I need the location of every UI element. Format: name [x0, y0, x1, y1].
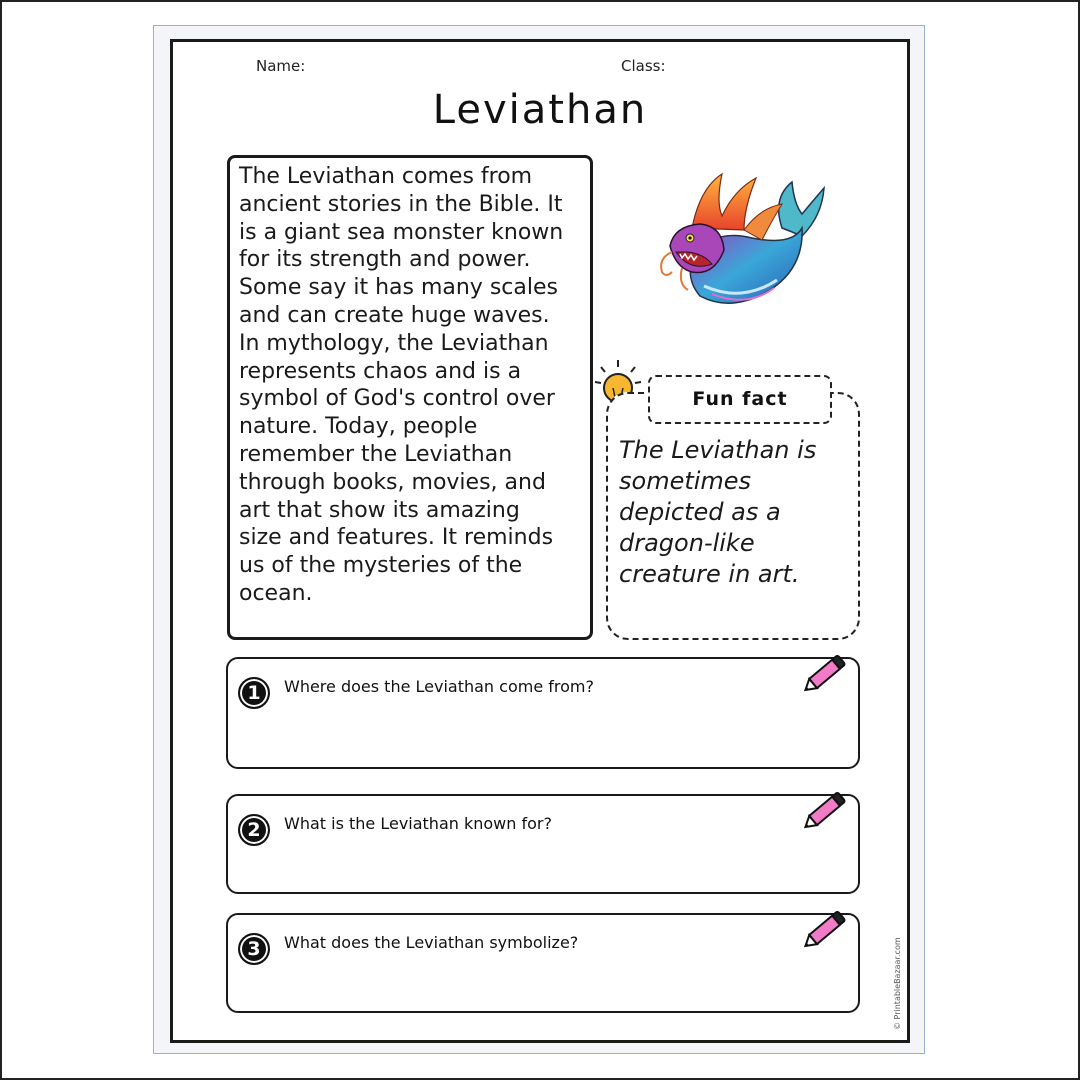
passage-line: size and features. It reminds [239, 525, 554, 551]
passage-line: represents chaos and is a [239, 358, 522, 384]
pencil-icon [800, 651, 852, 697]
passage-line: art that show its amazing [239, 497, 520, 523]
passage-line: The Leviathan comes from [239, 164, 533, 189]
page-title: Leviathan [432, 87, 648, 133]
pencil-icon [800, 788, 852, 834]
pencil-icon [800, 907, 852, 953]
question-3-text: What does the Leviathan symbolize? [284, 933, 579, 952]
passage-line: nature. Today, people [239, 414, 478, 440]
passage-line: through books, movies, and [239, 469, 546, 495]
passage-line: ancient stories in the Bible. It [239, 191, 563, 217]
passage-line: and can create huge waves. [239, 302, 550, 328]
passage-line: for its strength and power. [239, 247, 531, 273]
class-label: Class: [621, 57, 666, 75]
question-1-answer-box[interactable] [226, 657, 860, 769]
passage-line: In mythology, the Leviathan [239, 330, 549, 356]
passage-line: symbol of God's control over [239, 386, 555, 412]
passage-line: us of the mysteries of the [239, 553, 523, 579]
fun-fact-line: depicted as a [619, 498, 781, 526]
fun-fact-line: The Leviathan is [619, 436, 817, 464]
fun-fact-line: dragon-like [619, 529, 755, 557]
question-3-answer-box[interactable] [226, 913, 860, 1013]
fun-fact-line: sometimes [619, 467, 752, 495]
fun-fact-line: creature in art. [619, 560, 800, 588]
passage-line: remember the Leviathan [239, 441, 513, 467]
question-1-number-badge: 1 [238, 677, 270, 709]
passage-line: is a giant sea monster known [239, 219, 564, 245]
name-label: Name: [256, 57, 306, 75]
question-2-answer-box[interactable] [226, 794, 860, 894]
fun-fact-text [619, 435, 851, 590]
question-3-number-badge: 3 [238, 933, 270, 965]
passage-line: ocean. [239, 580, 313, 606]
question-2-text: What is the Leviathan known for? [284, 814, 552, 833]
reading-passage [227, 155, 593, 640]
question-1-text: Where does the Leviathan come from? [284, 677, 594, 696]
sea-serpent-illustration [652, 168, 832, 318]
copyright-notice: © PrintableBazaar.com [893, 937, 902, 1030]
question-2-number-badge: 2 [238, 814, 270, 846]
fun-fact-tag: Fun fact [648, 375, 832, 424]
passage-line: Some say it has many scales [239, 275, 558, 301]
